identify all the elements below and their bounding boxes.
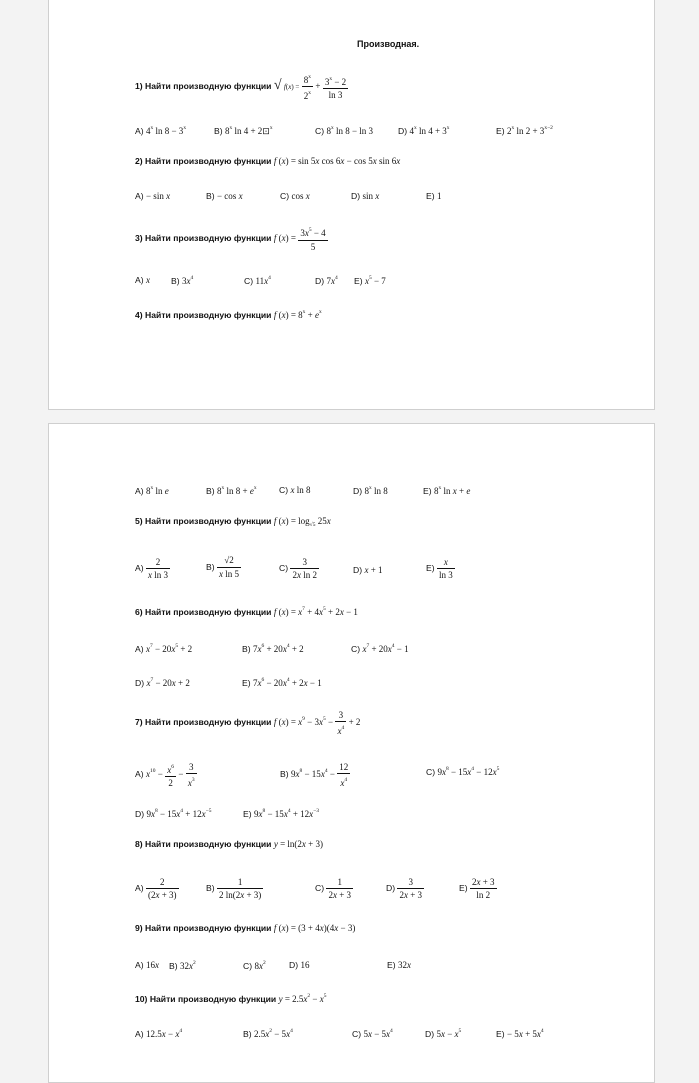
document-page-2 [48,423,655,1083]
answer-6c: C) $x^7 + 20x^4 - 1$ [351,643,409,654]
answer-5e: E) $\frac{x}{\ln 3}$ [426,557,453,581]
answer-1e: E) 2$^x$ $\ln 2 + 3^{x-2}$ [496,125,553,136]
answer-1a: A) 4$^x$ $\ln 8 - 3^x$ [135,125,187,136]
answer-8d: D) $\frac{3}{2x + 3}$ [386,877,423,901]
answer-10d: D) $5x - x^5$ [425,1028,462,1039]
answer-8c: C) $\frac{1}{2x + 3}$ [315,877,352,901]
answer-7e: E) $9x^8 - 15x^4 + 12x^{-3}$ [243,808,319,819]
answer-7b: B) $9x^8 - 15x^4$ − $\frac{12}{x^4}$ [280,761,349,788]
answer-8a: A) $\frac{2}{(2x + 3)}$ [135,877,177,901]
answer-9d: D) 16 [289,960,310,970]
answer-5d: D) x + 1 [353,565,383,575]
question-6: 6) Найти производную функции f $(x) = x^7 + 4x^5 + 2x - 1$ [135,606,358,617]
answer-9c: C) $8x^2$ [243,960,266,971]
question-7: 7) Найти производную функции f $(x) = x^9 - 3x^5$ − $\frac{3}{x^4}$ + 2 [135,709,361,736]
answer-10b: B) $2.5x^2 - 5x^4$ [243,1028,293,1039]
answer-1c: C) 8$^x$ ln 8 − ln 3 [315,125,374,136]
answer-4e: E) 8$^x$ ln x + e [423,485,471,496]
question-5: 5) Найти производную функции f $(x) = \log_{√5} 25x$ [135,516,331,528]
answer-3e: E) $x^5 - 7$ [354,275,386,286]
answer-10a: A) $12.5x - x^4$ [135,1028,183,1039]
answer-7c: C) $9x^8 - 15x^4 - 12x^5$ [426,766,500,777]
answer-2b: B) − cos x [206,191,243,201]
answer-7d: D) $9x^8 - 15x^4 + 12x^{-5}$ [135,808,212,819]
answer-4d: D) 8$^x$ ln 8 [353,485,388,496]
answer-10e: $E) - 5x + 5x^4$ [496,1028,544,1039]
answer-2d: D) sin x [351,191,380,201]
answer-5a: A) $\frac{2}{\text{x ln 3}}$ [135,557,168,581]
document-page-1 [48,0,655,410]
question-3: 3) Найти производную функции f (x) = $\frac{3x^5 - 4}{5}$ [135,226,326,252]
answer-1b: B) 8$^x$ ln 4 + 2⊡$^x$ [214,125,273,136]
answer-9e: E) 32x [387,960,411,970]
question-9: 9) Найти производную функции f (x) = (3 + 4x)(4x − 3) [135,923,356,933]
answer-4c: C) x ln 8 [279,485,311,495]
answer-8b: B) $\frac{1}{2 \ln(2x + 3)}$ [206,877,262,901]
answer-6d: D) $x^7 - 20x + 2$ [135,677,190,688]
answer-6e: E) $7x^6 - 20x^4 + 2x - 1$ [242,677,322,688]
answer-1d: D) 4$^x$ $\ln 4 + 3^x$ [398,125,450,136]
question-10: 10) Найти производную функции $y = 2.5x^2 - x^5$ [135,993,327,1004]
answer-3b: B) $3x^4$ [171,275,194,286]
question-8: 8) Найти производную функции y = ln(2x + 3) [135,839,323,849]
answer-6b: B) $7x^6 + 20x^4 + 2$ [242,643,304,654]
answer-9a: A) 16x [135,960,159,970]
answer-9b: B) $32x^2$ [169,960,196,971]
answer-8e: E) $\frac{2x + 3}{\ln 2}$ [459,877,495,901]
answer-2e: E) 1 [426,191,442,201]
question-1: 1) Найти производную функции √ f(x) = $\frac{8^x}{2^x}$ + $\frac{3^x - 2}{\ln 3}$ [135,74,347,102]
question-2: 2) Найти производную функции f (x) = sin 5x cos 6x − cos 5x sin 6x [135,156,401,166]
question-4: 4) Найти производную функции f $(x) = 8^x + e^x$ [135,309,322,320]
answer-5b: B) $\frac{√2}{\text{x ln 5}}$ [206,555,239,580]
answer-3c: C) $11x^4$ [244,275,271,286]
document-header: Производная. [357,39,420,49]
answer-4a: A) 8$^x$ ln e [135,485,169,496]
answer-7a: A) $x^{10}$ − $\frac{x^6}{2}$ − $\frac{3}{x^3}$ [135,761,195,788]
answer-5c: C) $\frac{3}{\text{2x ln 2}}$ [279,557,317,581]
answer-2c: C) cos x [280,191,310,201]
answer-3a: A) x [135,275,150,285]
answer-3d: D) $7x^4$ [315,275,338,286]
answer-6a: A) $x^7 - 20x^5 + 2$ [135,643,193,654]
answer-10c: C) $5x - 5x^4$ [352,1028,393,1039]
answer-4b: B) 8$^x$ $\ln 8 + e^x$ [206,485,257,496]
answer-2a: A) − sin x [135,191,171,201]
